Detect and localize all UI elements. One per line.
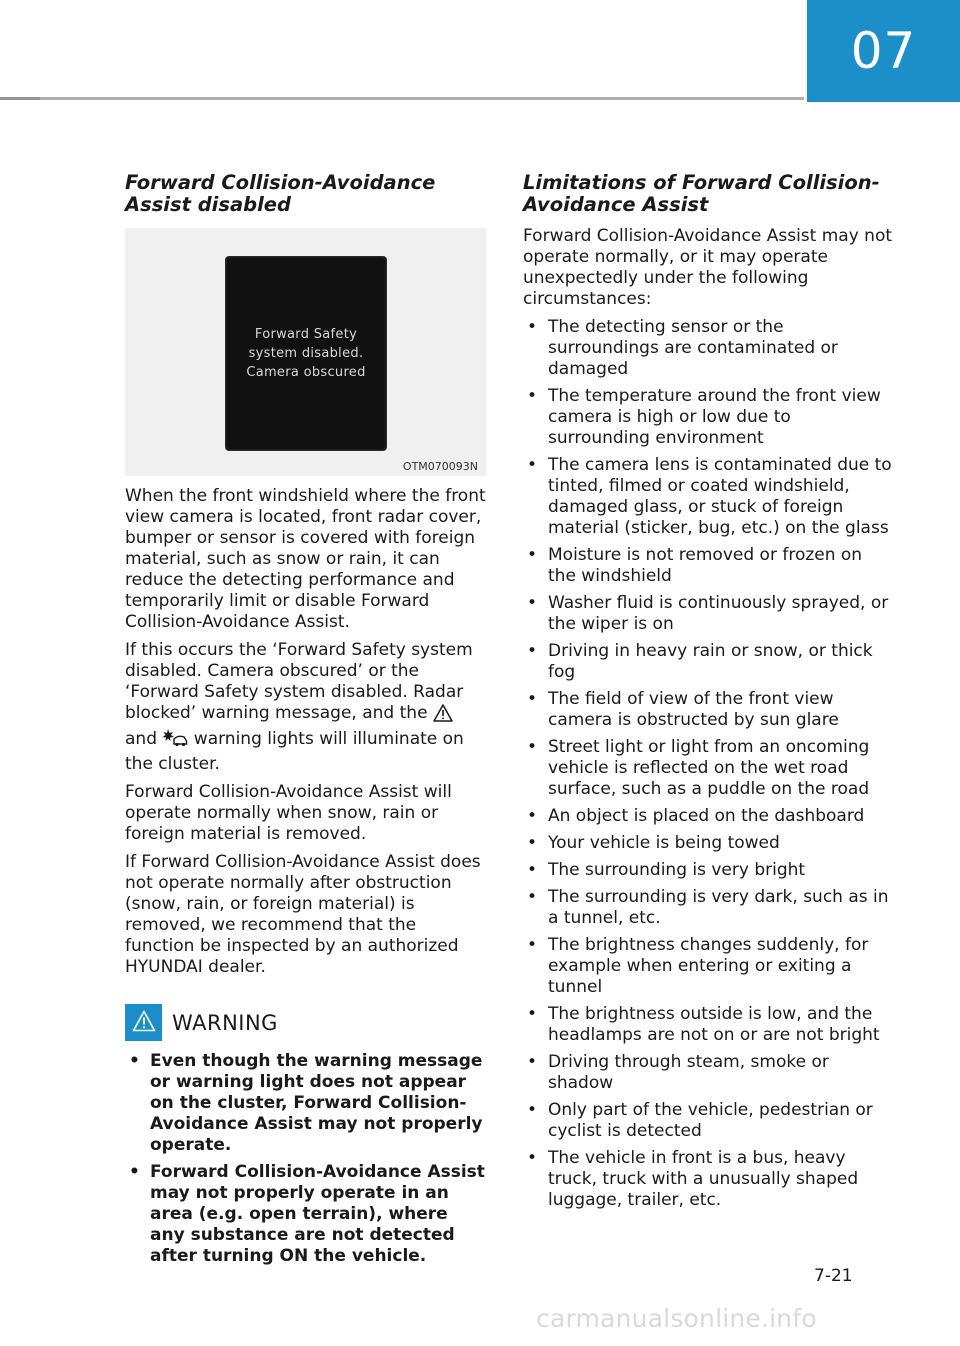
list-item: • The brightness outside is low, and the headlamps are not on or are not bright <box>523 1004 893 1046</box>
list-item: • The surrounding is very bright <box>523 860 893 881</box>
list-item: • Driving through steam, smoke or shadow <box>523 1052 893 1094</box>
list-item: • Only part of the vehicle, pedestrian or cyclist is detected <box>523 1100 893 1142</box>
page-number: 7-21 <box>814 1266 853 1286</box>
cluster-screen <box>225 256 387 451</box>
list-item: • The field of view of the front view camera is obstructed by sun glare <box>523 689 893 731</box>
list-item: • An object is placed on the dashboard <box>523 806 893 827</box>
header-rule <box>0 97 804 100</box>
limitations-intro: Forward Collision-Avoidance Assist may not operate normally, or it may operate unexpectedly under the following circumstances: <box>523 226 893 309</box>
warning-triangle-icon <box>433 704 453 728</box>
paragraph-1: When the front windshield where the front view camera is located, front radar cover, bumper or sensor is covered with foreign material, such as snow or rain, it can reduce the detecting performance and temporarily limit or disable Forward Collision-Avoidance Assist. <box>125 486 486 632</box>
watermark: carmanualsonline.info <box>536 1304 817 1333</box>
limitations-list <box>523 317 893 1211</box>
right-column <box>523 172 893 1217</box>
list-item: • Your vehicle is being towed <box>523 833 893 854</box>
list-item: • The brightness changes suddenly, for example when entering or exiting a tunnel <box>523 935 893 998</box>
list-item: • Street light or light from an oncoming vehicle is reflected on the wet road surface, such as a puddle on the road <box>523 737 893 800</box>
cluster-figure <box>125 228 486 476</box>
warning-box <box>125 1004 162 1041</box>
chapter-tab: 07 <box>807 0 960 102</box>
list-item: • The surrounding is very dark, such as in a tunnel, etc. <box>523 887 893 929</box>
list-item: • The camera lens is contaminated due to tinted, filmed or coated windshield, damaged glass, or stuck of foreign material (sticker, bug, etc.) on the glass <box>523 455 893 539</box>
section-title-disabled: Forward Collision-Avoidance Assist disabled <box>125 171 436 216</box>
warning-list <box>125 1051 488 1267</box>
list-item: • The vehicle in front is a bus, heavy truck, truck with a unusually shaped luggage, trailer, etc. <box>523 1148 893 1211</box>
warning-icon <box>132 1010 156 1036</box>
cluster-message: Forward Safety system disabled. Camera obscured <box>246 327 366 380</box>
list-item: • The temperature around the front view camera is high or low due to surrounding environment <box>523 386 893 449</box>
left-column <box>125 172 488 1273</box>
section-title-limitations: Limitations of Forward Collision-Avoidance Assist <box>523 171 880 216</box>
list-item: • Driving in heavy rain or snow, or thick fog <box>523 641 893 683</box>
warning-item: • Even though the warning message or warning light does not appear on the cluster, Forward Collision-Avoidance Assist may not properly operate. <box>125 1051 488 1156</box>
paragraph-2: If this occurs the ‘Forward Safety system disabled. Camera obscured’ or the ‘Forward Safety system disabled. Radar blocked’ warning message, and the and warning lights will illuminate on the cluster. <box>125 640 473 774</box>
figure-code: OTM070093N <box>402 460 478 473</box>
warning-item: • Forward Collision-Avoidance Assist may not properly operate in an area (e.g. open terrain), where any substance are not detected after turning ON the vehicle. <box>125 1162 488 1267</box>
warning-title: WARNING <box>172 1010 278 1035</box>
list-item: • Washer fluid is continuously sprayed, or the wiper is on <box>523 593 893 635</box>
paragraph-4: If Forward Collision-Avoidance Assist does not operate normally after obstruction (snow, rain, or foreign material) is removed, we recommend that the function be inspected by an authorized HYUNDAI dealer. <box>125 852 481 977</box>
collision-warning-icon <box>162 728 188 754</box>
list-item: • The detecting sensor or the surroundings are contaminated or damaged <box>523 317 893 380</box>
list-item: • Moisture is not removed or frozen on the windshield <box>523 545 893 587</box>
warning-header <box>125 1004 488 1041</box>
paragraph-3: Forward Collision-Avoidance Assist will operate normally when snow, rain or foreign material is removed. <box>125 782 452 844</box>
